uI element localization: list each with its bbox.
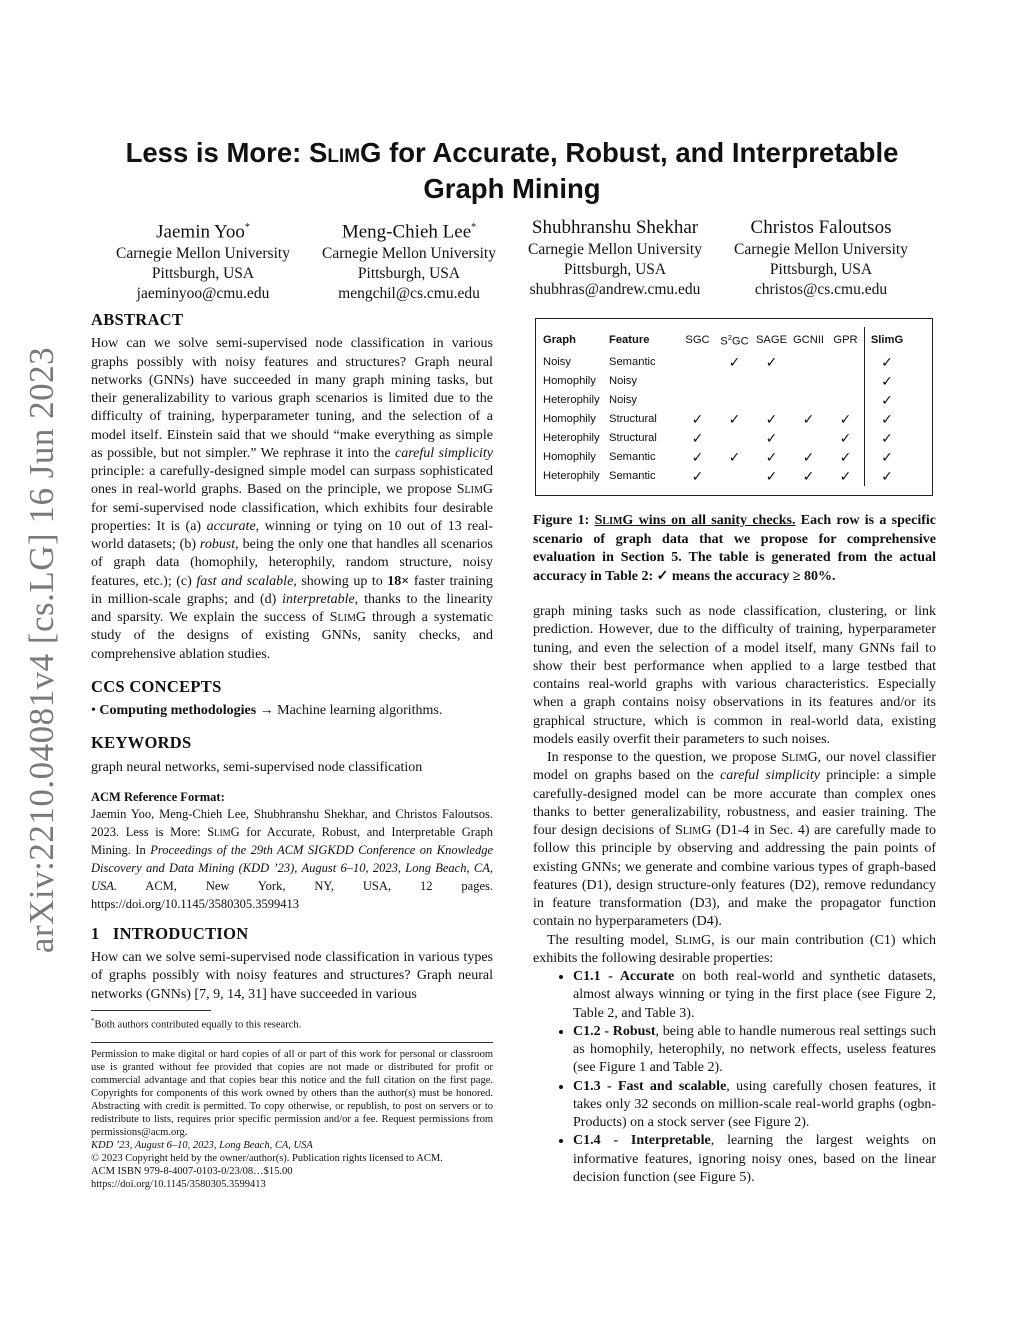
cell-gcnii: ✓ [802,411,815,427]
author [734,216,908,304]
author-name: Jaemin Yoo* [156,221,250,243]
abstract-text: How can we solve semi-supervised node classification in various graphs possibly with noisy features and structures? Graph neural networks (GNNs) have succeeded in many graph mining tasks, but their generalizability to various graph scenarios is limited due to the difficulty of training, hyperparameter tuning, and the selection of a model itself. Einstein said that we should “make everything as simple as possible, but not simpler.” We rephrase it into the careful simplicity principle: a carefully-designed simple model can surpass sophisticated ones in real-world graphs. Based on the principle, we propose SlimG for semi-supervised node classification, which exhibits four desirable properties: It is (a) accurate, winning or tying on 10 out of 13 real-world datasets; (b) robust, being the only one that handles all scenarios of graph data (homophily, heterophily, random structure, noisy features, etc.); (c) fast and scalable, showing up to 18× faster training in million-scale graphs; and (d) interpretable, thanks to the linearity and sparsity. We explain the success of SlimG through a systematic study of the designs of existing GNNs, sanity checks, and comprehensive ablation studies. [91,336,494,662]
cell-sgc: ✓ [691,411,704,427]
cell-sgc [679,391,716,410]
header-sgc: SGC [685,333,710,346]
permission-divider [91,1042,493,1043]
cell-slimg: ✓ [865,372,910,391]
cell-graph: Homophily [543,413,596,425]
right-column [533,603,936,1187]
introduction-paragraph-2: In response to the question, we propose SlimG, our novel classifier model on graphs based on the careful simplicity principle: a simple carefully-designed model can be more accurate than complex ones thanks to better generalizability, robustness, and easier training. The four design decisions of SlimG (D1-4 in Sec. 4) are carefully made to follow this principle by observing and addressing the pain points of existing GNNs; we generate and combine various types of graph-based features (D1), design structure-only features (D2), remove redundancy in feature transformation (D3), and make the propagator function contain no hyperparameters (D4). [533,750,937,930]
author-block [100,216,924,304]
cell-sage: ✓ [765,449,778,465]
author-name: Shubhranshu Shekhar [531,217,699,238]
cell-graph: Heterophily [543,470,600,482]
cell-gcnii [790,353,827,372]
ccs-heading: CCS CONCEPTS [91,676,222,696]
cell-feature: Semantic [609,470,656,482]
cell-feature: Noisy [609,394,637,406]
list-item: • C1.1 - Accurate on both real-world and synthetic datasets, almost always winning or tying in the first place (see Figure 2, Table 2, and Table 3). [573,968,936,1023]
cell-sgc: ✓ [691,449,704,465]
table-row [543,448,909,467]
cell-graph: Homophily [543,451,596,463]
cell-graph: Heterophily [543,432,600,444]
list-item: • C1.2 - Robust, being able to handle numerous real settings such as homophily, heterophily, no network effects, useless features (see Figure 1 and Table 2). [573,1023,936,1078]
cell-s2gc [716,467,753,486]
paper-title [100,135,924,207]
cell-sage: ✓ [765,430,778,446]
introduction-heading: 1 INTRODUCTION [91,923,249,943]
cell-s2gc [716,429,753,448]
title-post: for Accurate, Robust, and Interpretable [381,137,899,168]
ccs-text: • Computing methodologies → Machine learning algorithms. [91,703,443,718]
author-affiliation: Carnegie Mellon University [322,245,496,263]
header-gpr: GPR [833,333,858,346]
author [322,216,496,304]
venue-line: KDD ’23, August 6–10, 2023, Long Beach, CA, USA [91,1139,313,1151]
sanity-check-table [543,327,909,486]
header-gcnii: GCNII [792,333,825,346]
cell-graph: Noisy [543,356,571,368]
cell-s2gc: ✓ [728,354,741,370]
introduction-paragraph-3: The resulting model, SlimG, is our main contribution (C1) which exhibits the following desirable properties: [533,932,936,966]
author-name: Meng-Chieh Lee* [341,221,477,243]
figure-1-table-frame [535,318,933,496]
copyright-line: © 2023 Copyright held by the owner/author(s). Publication rights licensed to ACM. [91,1152,443,1164]
author-affiliation: Carnegie Mellon University [528,241,702,258]
introduction-paragraph-1-continued: graph mining tasks such as node classification, clustering, or link prediction. However, due to the difficulty of training, hyperparameter tuning, and even the selection of a model itself, many GNNs fail to show their best performance when applied to a large testbed that contains real-world graphs with various characteristics. Especially when a graph contains noisy observations in its features and/or its graphical structure, which is common in real-world data, existing models easily overfit their parameters to such noises. [533,604,936,747]
title-line-1 [100,135,924,171]
cell-feature: Structural [609,432,657,444]
cell-graph: Heterophily [543,394,600,406]
acm-reference-text: Jaemin Yoo, Meng-Chieh Lee, Shubhranshu Shekhar, and Christos Faloutsos. 2023. Less is More: SlimG for Accurate, Robust, and Interpretable Graph Mining. In Proceedings of the 29th ACM SIGKDD Conference on Knowledge Discovery and Data Mining (KDD ’23), August 6–10, 2023, Long Beach, CA, USA. ACM, New York, NY, USA, 12 pages. https://doi.org/10.1145/3580305.3599413 [91,806,494,911]
permission-notice: Permission to make digital or hard copies of all or part of this work for personal or classroom use is granted without fee provided that copies are not made or distributed for profit or commercial advantage and that copies bear this notice and the full citation on the first page. Copyrights for components of this work owned by others than the author(s) must be honored. Abstracting with credit is permitted. To copy otherwise, or republish, to post on servers or to redistribute to lists, requires prior specific permission and/or a fee. Request permissions from permissions@acm.org. [91,1048,493,1138]
cell-slimg: ✓ [865,391,910,410]
header-sage: SAGE [755,333,788,346]
equal-contribution-mark: * [471,222,477,233]
cell-sage: ✓ [765,468,778,484]
arxiv-identifier [18,346,66,954]
cell-gpr: ✓ [839,449,852,465]
acm-reference-heading: ACM Reference Format: [91,789,225,804]
isbn-line: ACM ISBN 979-8-4007-0103-0/23/08…$15.00 [91,1165,293,1177]
header-graph: Graph [543,333,576,346]
cell-slimg: ✓ [865,448,910,467]
cell-sgc [679,372,716,391]
cell-sage [753,372,790,391]
equal-contribution-mark: * [244,222,250,233]
cell-gpr: ✓ [839,411,852,427]
abstract-heading: ABSTRACT [91,310,184,329]
author [116,216,290,304]
cell-slimg: ✓ [865,429,910,448]
cell-sgc [679,353,716,372]
cell-slimg: ✓ [865,353,910,372]
table-body [543,353,909,486]
table-row [543,429,909,448]
figure-1-caption: Figure 1: SlimG wins on all sanity checks. Each row is a specific scenario of graph data that we propose for comprehensive evaluation in Section 5. The table is generated from the actual accuracy in Table 2: ✓ means the accuracy ≥ 80%. [533,513,936,584]
arxiv-identifier-text: arXiv:2210.04081v4 [cs.LG] 16 Jun 2023 [22,346,61,954]
title-line-2: Graph Mining [423,172,601,204]
cell-gcnii: ✓ [802,468,815,484]
title-pre: Less is More: [125,137,309,168]
author-name: Christos Faloutsos [750,217,892,238]
cell-gcnii [790,429,827,448]
cell-sage: ✓ [765,411,778,427]
keywords-heading: KEYWORDS [91,733,192,753]
table-row [543,353,909,372]
cell-gcnii [790,391,827,410]
author-email[interactable]: mengchil@cs.cmu.edu [338,285,480,303]
keywords-text: graph neural networks, semi-supervised node classification [91,759,423,775]
table-row [543,372,909,391]
cell-s2gc [716,372,753,391]
list-item: • C1.3 - Fast and scalable, using carefully chosen features, it takes only 32 seconds on million-scale real-world graphs (ogbn-Products) on a stock server (see Figure 2). [573,1078,936,1133]
table-row [543,391,909,410]
cell-gpr [827,372,865,391]
title-system-name: SlimG [308,137,382,168]
cell-feature: Semantic [609,451,656,463]
cell-gpr: ✓ [839,430,852,446]
author-email[interactable]: christos@cs.cmu.edu [754,281,888,298]
table-row [543,467,909,486]
cell-sage [753,391,790,410]
author-affiliation: Carnegie Mellon University [734,241,908,258]
cell-sgc: ✓ [691,430,704,446]
header-s2gc: $S^2GC$ [720,333,749,348]
footnotes [91,1010,493,1191]
cell-sgc: ✓ [691,468,704,484]
cell-feature: Structural [609,413,657,425]
list-item: • C1.4 - Interpretable, learning the largest weights on informative features, ignoring noisy ones, based on the linear decision function (see Figure 5). [573,1132,936,1187]
doi-link[interactable]: https://doi.org/10.1145/3580305.3599413 [91,1178,266,1190]
author-location: Pittsburgh, USA [151,265,255,283]
author-location: Pittsburgh, USA [769,261,873,278]
table-row [543,410,909,429]
cell-gcnii [790,372,827,391]
cell-s2gc [716,391,753,410]
author-location: Pittsburgh, USA [357,265,461,283]
author-email[interactable]: jaeminyoo@cmu.edu [136,285,270,303]
equal-contribution-note: *Both authors contributed equally to this research. [91,1017,302,1031]
cell-sage: ✓ [765,354,778,370]
left-column [91,311,493,1004]
table-header-row [543,327,909,353]
cell-feature: Semantic [609,356,656,368]
cell-gcnii: ✓ [802,449,815,465]
cell-graph: Homophily [543,375,596,387]
footnote-divider [91,1010,211,1011]
author-location: Pittsburgh, USA [563,261,667,278]
author-email[interactable]: shubhras@andrew.cmu.edu [529,281,701,298]
cell-gpr [827,391,865,410]
contribution-list [533,968,936,1187]
cell-slimg: ✓ [865,410,910,429]
cell-slimg: ✓ [865,467,910,486]
cell-gpr: ✓ [839,468,852,484]
cell-feature: Noisy [609,375,637,387]
introduction-paragraph-1: How can we solve semi-supervised node classification in various types of graphs possibly with noisy features and structures? Graph neural networks (GNNs) [7, 9, 14, 31] have succeeded in various [91,950,493,1002]
cell-gpr [827,353,865,372]
header-slimg: SlimG [865,327,910,353]
header-feature: Feature [609,333,650,346]
cell-s2gc: ✓ [728,449,741,465]
author [528,216,702,304]
author-affiliation: Carnegie Mellon University [116,245,290,263]
cell-s2gc: ✓ [728,411,741,427]
